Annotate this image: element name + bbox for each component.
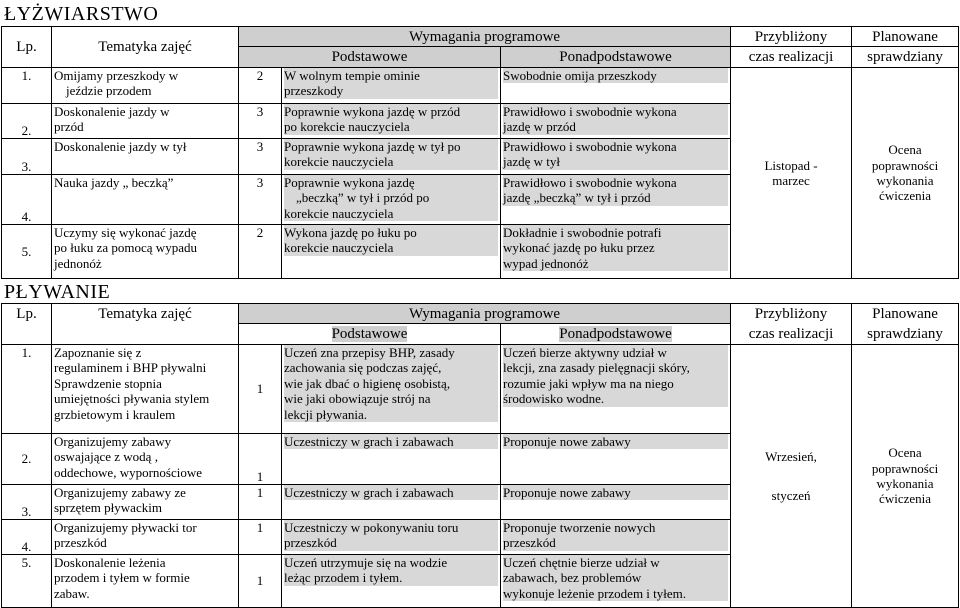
header-lp: Lp. bbox=[2, 304, 52, 324]
row-advanced: Uczeń bierze aktywny udział w lekcji, zna zasady pielęgnacji skóry, rozumie jaki wpływ ma na niego środowisko wodne. bbox=[501, 345, 731, 434]
row-lp: 5. bbox=[2, 225, 52, 279]
header-ponadpodstawowe: Ponadpodstawowe bbox=[501, 324, 731, 345]
header-plan-2: sprawdziany bbox=[852, 324, 959, 345]
row-topic: Doskonalenie leżenia przodem i tyłem w formie zabaw. bbox=[52, 555, 239, 608]
header-czas-1: Przybliżony bbox=[731, 27, 852, 47]
planned-tests: Ocena poprawności wykonania ćwiczenia bbox=[852, 68, 959, 279]
row-topic: Organizujemy zabawy ze sprzętem pływackim bbox=[52, 485, 239, 520]
row-basic: Wykona jazdę po łuku po korekcie nauczyciela bbox=[282, 225, 501, 279]
row-hours: 1 bbox=[239, 485, 282, 520]
section-title-swimming: PŁYWANIE bbox=[4, 281, 111, 303]
row-advanced: Uczeń chętnie bierze udział w zabawach, bez problemów wykonuje leżenie przodem i tyłem. bbox=[501, 555, 731, 608]
row-topic: Nauka jazdy „ beczką” bbox=[52, 175, 239, 225]
row-lp: 3. bbox=[2, 485, 52, 520]
row-advanced: Proponuje nowe zabawy bbox=[501, 485, 731, 520]
header-wymagania: Wymagania programowe bbox=[239, 27, 731, 47]
row-advanced: Prawidłowo i swobodnie wykona jazdę „beczką” w tył i przód bbox=[501, 175, 731, 225]
row-topic: Organizujemy zabawy oswajające z wodą , oddechowe, wypornościowe bbox=[52, 434, 239, 485]
row-basic: W wolnym tempie ominie przeszkody bbox=[282, 68, 501, 104]
row-basic: Poprawnie wykona jazdę w tył po korekcie nauczyciela bbox=[282, 139, 501, 175]
realization-time: Listopad - marzec bbox=[731, 68, 852, 279]
row-hours: 1 bbox=[239, 520, 282, 555]
row-topic: Doskonalenie jazdy w przód bbox=[52, 104, 239, 139]
section-title-skating: ŁYŻWIARSTWO bbox=[4, 3, 159, 25]
header-tematyka: Tematyka zajęć bbox=[52, 27, 239, 68]
row-hours: 3 bbox=[239, 175, 282, 225]
row-basic: Uczeń zna przepisy BHP, zasady zachowania się podczas zajęć, wie jak dbać o higienę osobistą, wie jaki obowiązuje strój na lekcji pływania. bbox=[282, 345, 501, 434]
row-lp: 3. bbox=[2, 139, 52, 175]
row-basic: Poprawnie wykona jazdę w przód po korekcie nauczyciela bbox=[282, 104, 501, 139]
header-czas-2: czas realizacji bbox=[731, 324, 852, 345]
swimming-table bbox=[1, 303, 959, 608]
header-lp-spacer bbox=[2, 324, 52, 345]
skating-table bbox=[1, 26, 959, 279]
row-hours: 2 bbox=[239, 68, 282, 104]
row-basic: Uczestniczy w pokonywaniu toru przeszkód bbox=[282, 520, 501, 555]
row-lp: 1. bbox=[2, 68, 52, 104]
header-plan-1: Planowane bbox=[852, 304, 959, 324]
row-lp: 5. bbox=[2, 555, 52, 608]
row-basic: Uczeń utrzymuje się na wodzie leżąc przodem i tyłem. bbox=[282, 555, 501, 608]
header-plan-2: sprawdziany bbox=[852, 47, 959, 68]
row-lp: 2. bbox=[2, 434, 52, 485]
header-podstawowe: Podstawowe bbox=[239, 324, 501, 345]
row-advanced: Swobodnie omija przeszkody bbox=[501, 68, 731, 104]
row-advanced: Prawidłowo i swobodnie wykona jazdę w tył bbox=[501, 139, 731, 175]
realization-time: Wrzesień, styczeń bbox=[731, 345, 852, 608]
row-advanced: Proponuje nowe zabawy bbox=[501, 434, 731, 485]
row-hours: 2 bbox=[239, 225, 282, 279]
row-topic: Omijamy przeszkody w jeździe przodem bbox=[52, 68, 239, 104]
row-topic: Doskonalenie jazdy w tył bbox=[52, 139, 239, 175]
header-tematyka: Tematyka zajęć bbox=[52, 304, 239, 324]
header-wymagania: Wymagania programowe bbox=[239, 304, 731, 324]
row-hours: 1 bbox=[239, 555, 282, 608]
row-hours: 1 bbox=[239, 434, 282, 485]
header-tematyka-spacer bbox=[52, 324, 239, 345]
row-hours: 1 bbox=[239, 345, 282, 434]
row-advanced: Dokładnie i swobodnie potrafi wykonać jazdę po łuku przez wypad jednonóż bbox=[501, 225, 731, 279]
header-plan-1: Planowane bbox=[852, 27, 959, 47]
row-topic: Organizujemy pływacki tor przeszkód bbox=[52, 520, 239, 555]
row-lp: 4. bbox=[2, 520, 52, 555]
header-czas-1: Przybliżony bbox=[731, 304, 852, 324]
row-hours: 3 bbox=[239, 139, 282, 175]
row-lp: 1. bbox=[2, 345, 52, 434]
table-row bbox=[2, 68, 959, 104]
header-czas-2: czas realizacji bbox=[731, 47, 852, 68]
row-basic: Uczestniczy w grach i zabawach bbox=[282, 485, 501, 520]
row-lp: 4. bbox=[2, 175, 52, 225]
row-lp: 2. bbox=[2, 104, 52, 139]
header-podstawowe: Podstawowe bbox=[239, 47, 501, 68]
planned-tests: Ocena poprawności wykonania ćwiczenia bbox=[852, 345, 959, 608]
row-basic: Poprawnie wykona jazdę „beczką” w tył i przód po korekcie nauczyciela bbox=[282, 175, 501, 225]
header-ponadpodstawowe: Ponadpodstawowe bbox=[501, 47, 731, 68]
row-advanced: Prawidłowo i swobodnie wykona jazdę w przód bbox=[501, 104, 731, 139]
header-lp: Lp. bbox=[2, 27, 52, 68]
table-row bbox=[2, 345, 959, 434]
row-topic: Zapoznanie się z regulaminem i BHP pływalni Sprawdzenie stopnia umiejętności pływania stylem grzbietowym i kraulem bbox=[52, 345, 239, 434]
row-advanced: Proponuje tworzenie nowych przeszkód bbox=[501, 520, 731, 555]
row-basic: Uczestniczy w grach i zabawach bbox=[282, 434, 501, 485]
row-hours: 3 bbox=[239, 104, 282, 139]
row-topic: Uczymy się wykonać jazdę po łuku za pomocą wypadu jednonóż bbox=[52, 225, 239, 279]
